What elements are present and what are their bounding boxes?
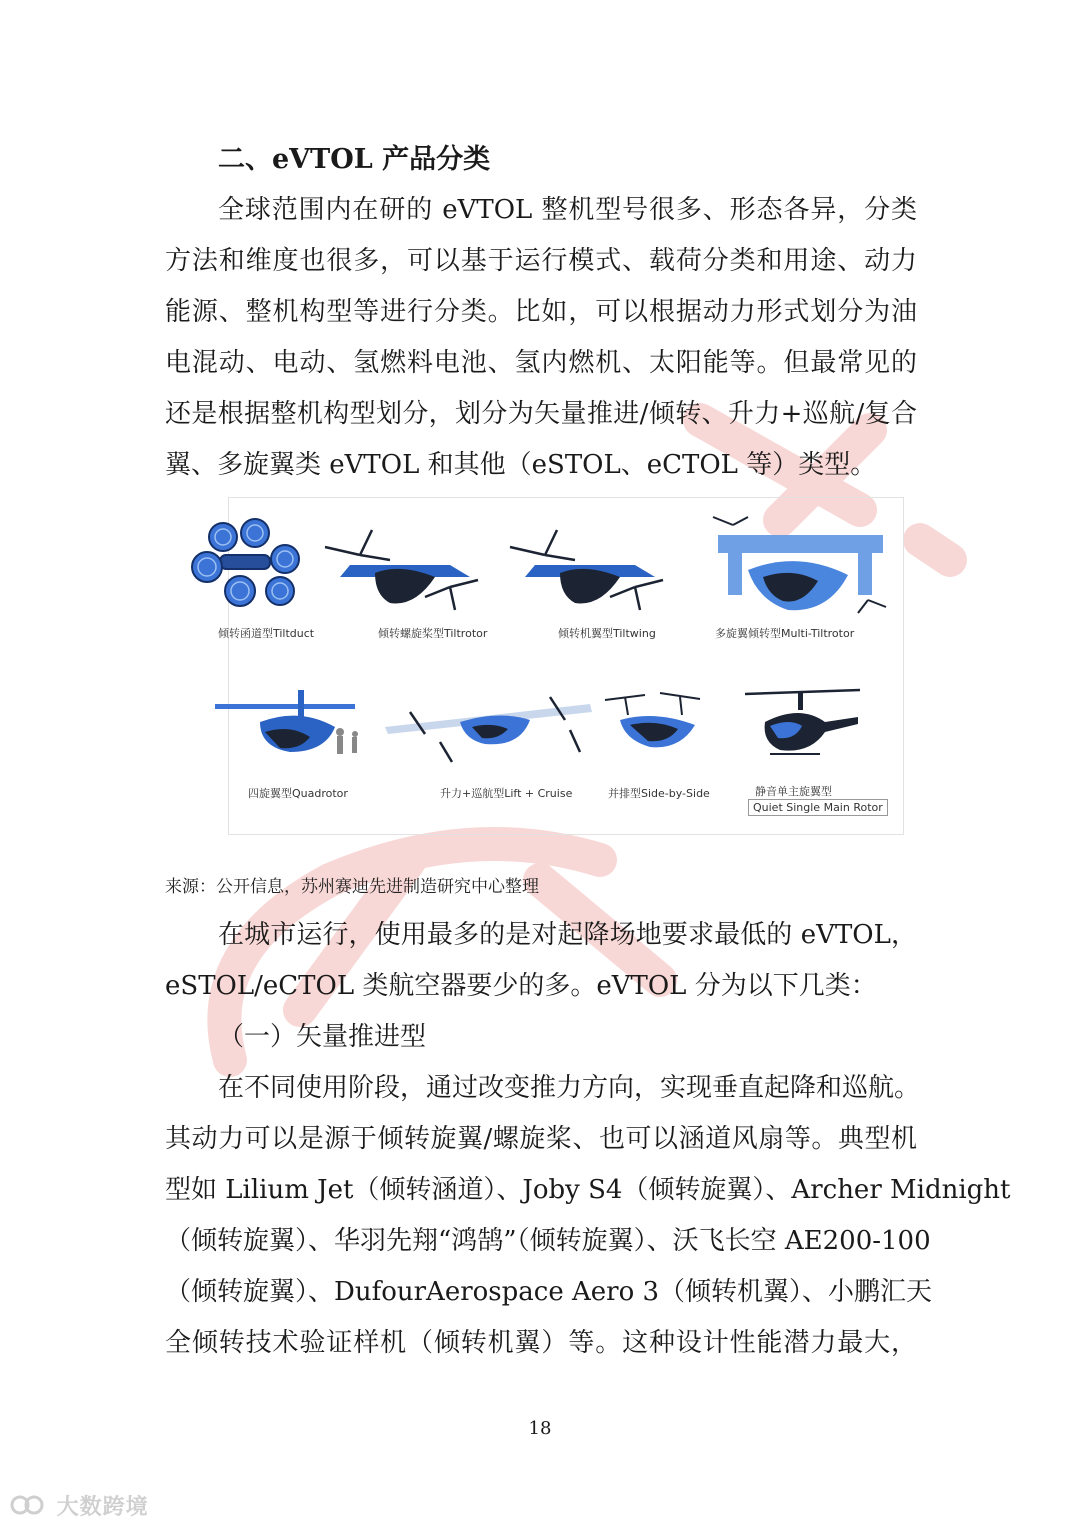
tiltduct-aircraft-image <box>185 515 305 610</box>
figure-caption: 倾转机翼型Tiltwing <box>558 627 656 640</box>
paragraph-line: （倾转旋翼）、DufourAerospace Aero 3（倾转机翼）、小鹏汇天 <box>165 1277 933 1307</box>
figure-caption: 静音单主旋翼型 <box>755 785 832 798</box>
brand-watermark <box>8 1490 149 1523</box>
brand-logo-icon <box>8 1493 48 1523</box>
paragraph-line: 型如 Lilium Jet（倾转涵道）、Joby S4（倾转旋翼）、Archer Midnight <box>165 1175 1011 1205</box>
tiltwing-aircraft-image <box>505 525 665 615</box>
figure-caption: 倾转函道型Tiltduct <box>218 627 315 640</box>
paragraph-3 <box>165 1063 1011 1369</box>
paragraph-line: （倾转旋翼）、华羽先翔“鸿鹄”（倾转旋翼）、沃飞长空 AE200-100 <box>165 1226 931 1256</box>
tiltrotor-aircraft-image <box>320 525 480 615</box>
paragraph-line: 能源、整机构型等进行分类。比如，可以根据动力形式划分为油 <box>165 297 917 327</box>
paragraph-2 <box>165 910 917 1012</box>
paragraph-line: 电混动、电动、氢燃料电池、氢内燃机、太阳能等。但最常见的 <box>165 348 917 378</box>
side-by-side-aircraft-image <box>600 685 710 755</box>
quadrotor-aircraft-image <box>210 682 370 762</box>
figure-source: 来源：公开信息，苏州赛迪先进制造研究中心整理 <box>165 877 539 897</box>
subsection-heading: （一）矢量推进型 <box>218 1022 427 1052</box>
figure-caption: 多旋翼倾转型Multi-Tiltrotor <box>715 627 855 640</box>
paragraph-line: 方法和维度也很多，可以基于运行模式、载荷分类和用途、动力 <box>165 246 917 276</box>
paragraph-line: 其动力可以是源于倾转旋翼/螺旋桨、也可以涵道风扇等。典型机 <box>165 1124 917 1154</box>
figure-caption: Quiet Single Main Rotor <box>748 799 888 816</box>
paragraph-line: 在城市运行，使用最多的是对起降场地要求最低的 eVTOL， <box>218 920 917 950</box>
paragraph-line: 还是根据整机构型划分，划分为矢量推进/倾转、升力+巡航/复合 <box>165 399 917 429</box>
paragraph-line: 全倾转技术验证样机（倾转机翼）等。这种设计性能潜力最大， <box>165 1328 917 1358</box>
figure-caption: 并排型Side-by-Side <box>608 787 710 800</box>
evtol-classification-figure <box>180 497 902 835</box>
paragraph-line: eSTOL/eCTOL 类航空器要少的多。eVTOL 分为以下几类： <box>165 971 877 1001</box>
paragraph-line: 翼、多旋翼类 eVTOL 和其他（eSTOL、eCTOL 等）类型。 <box>165 450 877 480</box>
figure-caption: 四旋翼型Quadrotor <box>248 787 348 800</box>
paragraph-1 <box>165 185 917 491</box>
figure-caption: 倾转螺旋桨型Tiltrotor <box>378 627 488 640</box>
section-heading: 二、eVTOL 产品分类 <box>218 144 491 175</box>
paragraph-line: 全球范围内在研的 eVTOL 整机型号很多、形态各异，分类 <box>218 195 917 225</box>
brand-name: 大数跨境 <box>56 1495 149 1520</box>
figure-caption: 升力+巡航型Lift + Cruise <box>440 787 573 800</box>
multi-tiltrotor-aircraft-image <box>708 515 888 615</box>
lift-cruise-aircraft-image <box>380 682 595 767</box>
page-number: 18 <box>528 1418 552 1439</box>
single-main-rotor-aircraft-image <box>740 682 865 762</box>
paragraph-line: 在不同使用阶段，通过改变推力方向，实现垂直起降和巡航。 <box>218 1073 921 1103</box>
